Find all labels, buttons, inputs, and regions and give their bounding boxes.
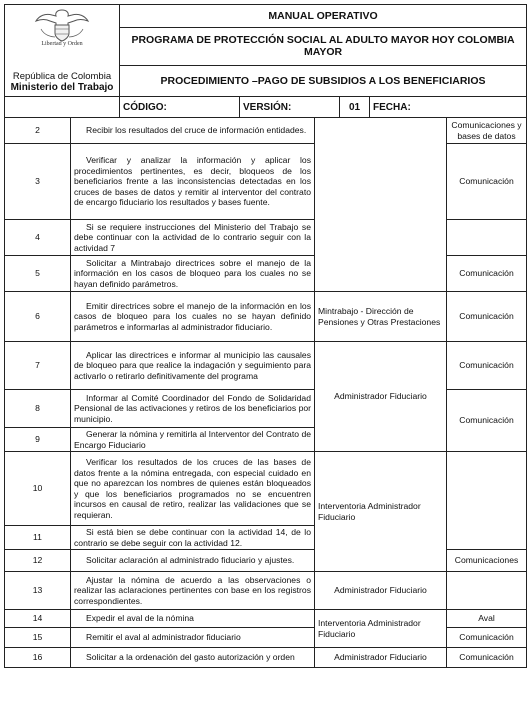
row-activity: Si está bien se debe continuar con la actividad 14, de lo contrario se debe seguir con la actividad 12. <box>71 526 315 550</box>
logo-cell <box>5 5 120 97</box>
document-header <box>4 4 527 118</box>
row-registro: Comunicación <box>447 390 527 452</box>
table-row <box>5 628 527 648</box>
codigo-label: CÓDIGO: <box>120 97 240 118</box>
row-activity: Si se requiere instrucciones del Ministerio del Trabajo se debe continuar con la actividad de lo contrario seguir con la actividad 7 <box>71 220 315 256</box>
row-responsible: Interventoria Administrador Fiduciario <box>315 452 447 572</box>
row-registro: Comunicación <box>447 648 527 668</box>
table-row <box>5 342 527 390</box>
row-registro-empty <box>447 220 527 256</box>
table-row <box>5 292 527 342</box>
row-registro: Comunicaciones <box>447 550 527 572</box>
table-row <box>5 572 527 610</box>
row-number: 10 <box>5 452 71 526</box>
row-activity: Solicitar aclaración al administrado fiduciario y ajustes. <box>71 550 315 572</box>
row-activity: Emitir directrices sobre el manejo de la información en los casos de bloqueo para los cuales no se hayan definido parámetros e informarlas al administrador fiduciario. <box>71 292 315 342</box>
procedure-table <box>4 117 527 668</box>
logo-motto: Libertad y Orden <box>41 41 83 47</box>
header-spacer <box>5 97 120 118</box>
republica-label: República de Colombia <box>12 71 112 82</box>
table-row <box>5 452 527 526</box>
row-registro: Comunicación <box>447 342 527 390</box>
version-label: VERSIÓN: <box>240 97 340 118</box>
row-number: 7 <box>5 342 71 390</box>
row-activity: Aplicar las directrices e informar al municipio las causales de bloqueo para que realice la indagación y seguimiento para activarlo o retirarlo definitivamente del programa <box>71 342 315 390</box>
row-number: 13 <box>5 572 71 610</box>
row-activity: Recibir los resultados del cruce de información entidades. <box>71 118 315 144</box>
row-number: 11 <box>5 526 71 550</box>
ministerio-label: Ministerio del Trabajo <box>10 82 114 93</box>
row-activity: Verificar y analizar la información y aplicar los procedimientos pertinentes, es decir, bloqueos de los beneficiarios frente a las inconsistencias detectadas en los cruces de bases de datos y remitir al interventor del contrato de encargo fiduciario los resultados y bases fuente. <box>71 144 315 220</box>
row-activity: Informar al Comité Coordinador del Fondo de Solidaridad Pensional de las activaciones y retiros de los beneficiarios por municipio. <box>71 390 315 428</box>
row-activity: Solicitar a la ordenación del gasto autorización y orden <box>71 648 315 668</box>
manual-title: MANUAL OPERATIVO <box>120 5 527 28</box>
version-value: 01 <box>340 97 370 118</box>
table-row <box>5 610 527 628</box>
row-responsible-empty <box>315 118 447 292</box>
colombia-coat-of-arms-icon <box>31 7 93 43</box>
row-registro: Comunicación <box>447 292 527 342</box>
row-responsible: Administrador Fiduciario <box>315 342 447 452</box>
row-responsible: Mintrabajo - Dirección de Pensiones y Otras Prestaciones <box>315 292 447 342</box>
row-activity: Verificar los resultados de los cruces de las bases de datos frente a la nómina entregada, con especial cuidado en que no aparezcan los nombres de quienes están bloqueados y que los beneficiarios programados no se encuentren incursos en causal de retiro, realizar las validaciones que se requieran. <box>71 452 315 526</box>
row-number: 12 <box>5 550 71 572</box>
row-number: 2 <box>5 118 71 144</box>
table-row <box>5 256 527 292</box>
row-number: 9 <box>5 428 71 452</box>
row-registro: Comunicación <box>447 256 527 292</box>
table-row <box>5 390 527 428</box>
row-activity: Solicitar a Mintrabajo directrices sobre el manejo de la información en los casos de bloqueo para los cuales no se hayan definido parámetros. <box>71 256 315 292</box>
table-row <box>5 550 527 572</box>
row-responsible: Administrador Fiduciario <box>315 572 447 610</box>
row-responsible: Interventoria Administrador Fiduciario <box>315 610 447 648</box>
row-registro-empty <box>447 572 527 610</box>
program-title: PROGRAMA DE PROTECCIÓN SOCIAL AL ADULTO MAYOR HOY COLOMBIA MAYOR <box>120 27 527 65</box>
row-registro: Comunicación <box>447 628 527 648</box>
fecha-label: FECHA: <box>370 97 527 118</box>
table-row <box>5 118 527 144</box>
row-number: 14 <box>5 610 71 628</box>
procedure-title: PROCEDIMIENTO –PAGO DE SUBSIDIOS A LOS BENEFICIARIOS <box>120 65 527 96</box>
row-number: 15 <box>5 628 71 648</box>
table-row <box>5 220 527 256</box>
row-number: 3 <box>5 144 71 220</box>
row-number: 8 <box>5 390 71 428</box>
row-number: 16 <box>5 648 71 668</box>
row-activity: Remitir el aval al administrador fiduciario <box>71 628 315 648</box>
row-registro-empty <box>447 452 527 550</box>
row-registro: Comunicaciones y bases de datos <box>447 118 527 144</box>
table-row <box>5 648 527 668</box>
table-row <box>5 144 527 220</box>
row-activity: Generar la nómina y remitirla al Interventor del Contrato de Encargo Fiduciario <box>71 428 315 452</box>
row-number: 6 <box>5 292 71 342</box>
row-registro: Comunicación <box>447 144 527 220</box>
row-number: 4 <box>5 220 71 256</box>
row-registro: Aval <box>447 610 527 628</box>
row-number: 5 <box>5 256 71 292</box>
row-responsible: Administrador Fiduciario <box>315 648 447 668</box>
row-activity: Expedir el aval de la nómina <box>71 610 315 628</box>
document-page <box>4 4 526 702</box>
row-activity: Ajustar la nómina de acuerdo a las observaciones o realizar las aclaraciones pertinentes con base en los registros correspondientes. <box>71 572 315 610</box>
